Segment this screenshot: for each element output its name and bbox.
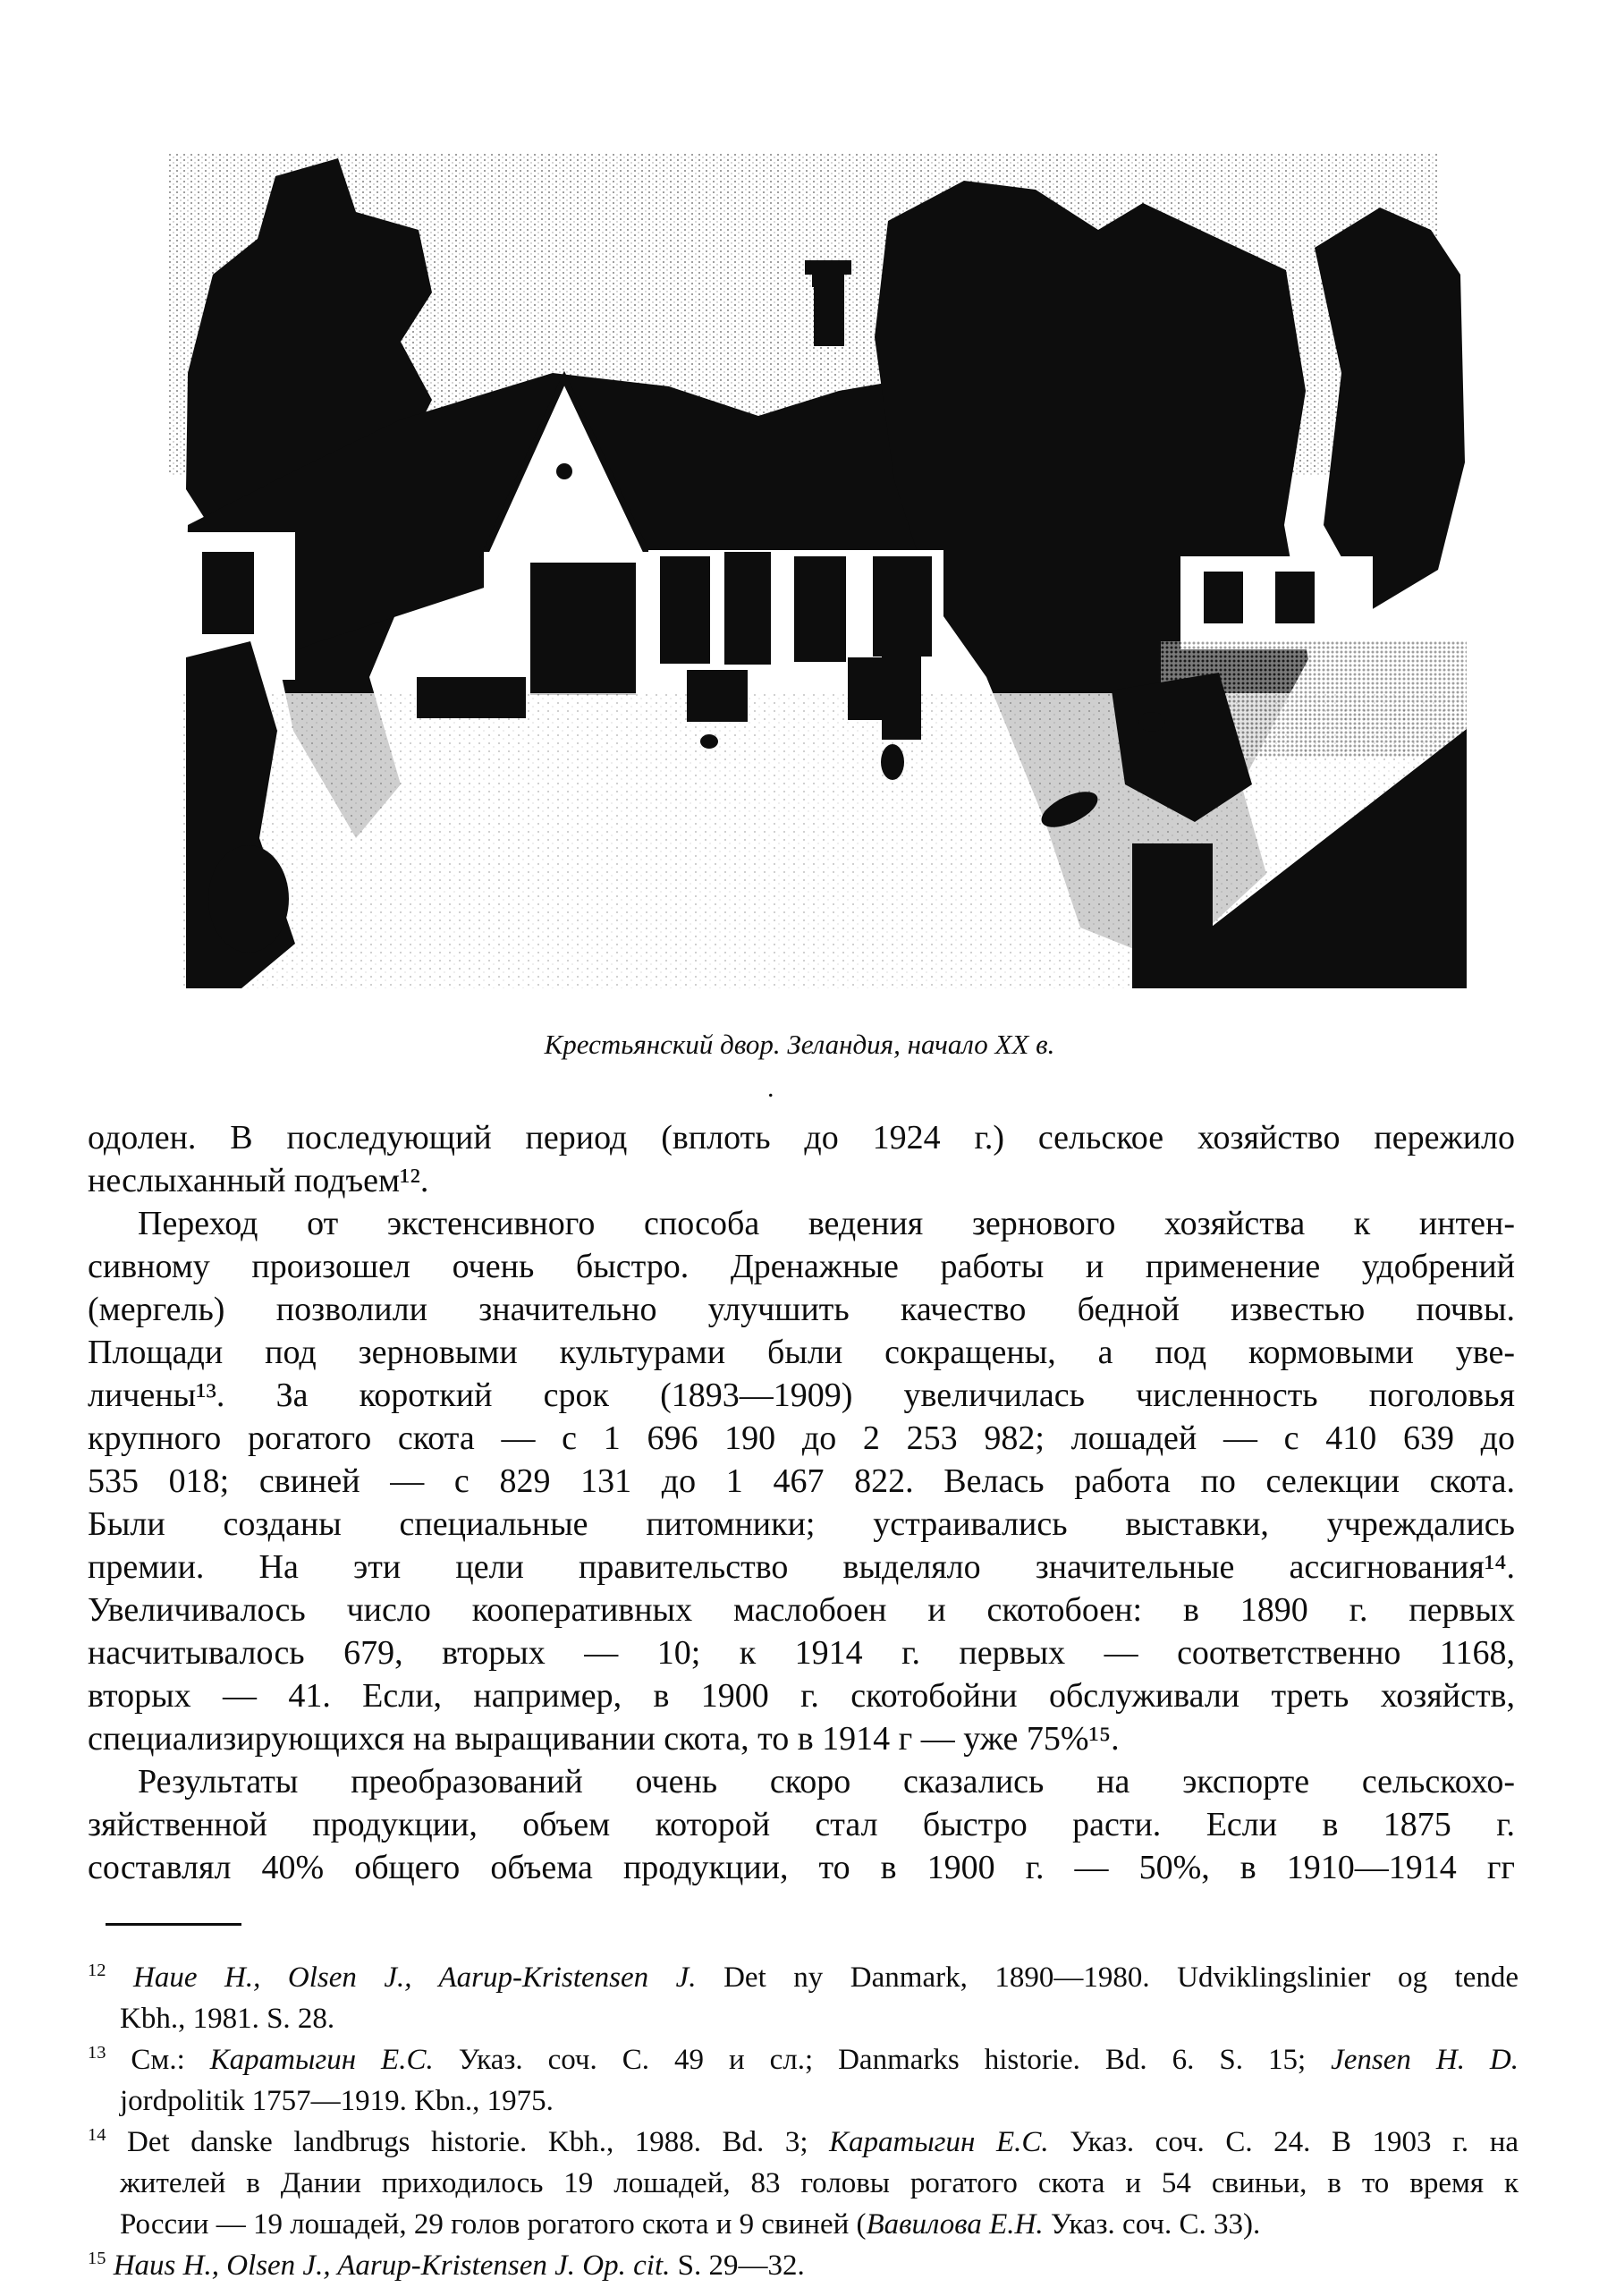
footnote-text-italic: Haue H., Olsen J., Aarup-Kristensen J. xyxy=(132,1961,697,1994)
footnote-text: Указ. соч. С. 24. В 1903 г. на xyxy=(1048,2126,1519,2158)
photo-trunk xyxy=(882,606,921,740)
body-line: зяйственной продукции, объем которой стал быстро расти. Если в 1875 г. xyxy=(88,1806,1515,1843)
footnote-text: жителей в Дании приходилось 19 лошадей, 83 головы рогатого скота и 54 свиньи, в то время к xyxy=(120,2167,1519,2199)
body-line: неслыханный подъем¹². xyxy=(88,1162,429,1199)
footnote-text: России — 19 лошадей, 29 голов рогатого скота и 9 свиней ( xyxy=(120,2208,867,2241)
body-line: Результаты преобразований очень скоро сказались на экспорте сельскохо- xyxy=(138,1763,1515,1800)
body-line: одолен. В последующий период (вплоть до 1924 г.) сельское хозяйство пережило xyxy=(88,1119,1515,1156)
footnote-marker: 14 xyxy=(88,2125,106,2145)
farmyard-photo xyxy=(132,104,1467,989)
body-line: 535 018; свиней — с 829 131 до 1 467 822. Велась работа по селекции скота. xyxy=(88,1462,1515,1500)
footnote-text-italic: Каратыгин Е.С. xyxy=(209,2044,434,2076)
body-line: Площади под зерновыми культурами были сокращены, а под кормовыми уве- xyxy=(88,1334,1515,1371)
footnote-text-italic: Каратыгин Е.С. xyxy=(829,2126,1049,2158)
footnote-text: Det danske landbrugs historie. Kbh., 1988. Bd. 3; xyxy=(127,2126,830,2158)
footnotes xyxy=(88,1957,1519,2286)
footnote xyxy=(88,1957,1519,2039)
footnote-text-italic: Jensen H. D. xyxy=(1331,2044,1519,2076)
footnote-line xyxy=(88,2204,1519,2245)
body-line: вторых — 41. Если, например, в 1900 г. скотобойни обслуживали треть хозяйств, xyxy=(88,1677,1515,1715)
footnote-separator xyxy=(106,1923,241,1926)
body-line: насчитывалось 679, вторых — 10; к 1914 г. первых — соответственно 1168, xyxy=(88,1634,1515,1672)
footnote-line xyxy=(88,2039,1519,2080)
body-line: Были созданы специальные питомники; устраивались выставки, учреждались xyxy=(88,1505,1515,1543)
body-line: сивному произошел очень быстро. Дренажные работы и применение удобрений xyxy=(88,1248,1515,1285)
footnote-text: Kbh., 1981. S. 28. xyxy=(120,2003,335,2035)
body-text xyxy=(88,1116,1515,1889)
footnote-line xyxy=(88,1998,1519,2039)
body-line: составлял 40% общего объема продукции, то в 1900 г. — 50%, в 1910—1914 гг xyxy=(88,1849,1515,1886)
body-line: личены¹³. За короткий срок (1893—1909) увеличилась численность поголовья xyxy=(88,1377,1515,1414)
footnote-text: jordpolitik 1757—1919. Kbn., 1975. xyxy=(120,2085,554,2117)
body-line: крупного рогатого скота — с 1 696 190 до 2 253 982; лошадей — с 410 639 до xyxy=(88,1419,1515,1457)
footnote-text-italic: Haus H., Olsen J., Aarup-Kristensen J. xyxy=(113,2249,576,2282)
footnote xyxy=(88,2039,1519,2122)
footnote-text-italic: Вавилова Е.Н. xyxy=(866,2208,1044,2241)
footnote-text: Указ. соч. С. 33). xyxy=(1043,2208,1261,2241)
footnote-text: S. 29—32. xyxy=(670,2249,805,2282)
body-line: Переход от экстенсивного способа ведения зернового хозяйства к интен- xyxy=(138,1205,1515,1242)
body-line: (мергель) позволили значительно улучшить качество бедной известью почвы. xyxy=(88,1291,1515,1328)
footnote-marker: 15 xyxy=(88,2249,106,2268)
body-line: премии. На эти цели правительство выделяло значительные ассигнования¹⁴. xyxy=(88,1548,1515,1586)
photo-caption: Крестьянский двор. Зеландия, начало XX в. xyxy=(544,1029,1055,1060)
footnote-line xyxy=(88,2163,1519,2204)
footnote-line xyxy=(88,2122,1519,2163)
footnote-marker: 13 xyxy=(88,2043,106,2063)
footnote xyxy=(88,2122,1519,2245)
stray-mark: . xyxy=(767,1073,774,1103)
footnote-text: См.: xyxy=(131,2044,210,2076)
footnote-text: Det ny Danmark, 1890—1980. Udviklingslinier og tende xyxy=(696,1961,1519,1994)
footnote-marker: 12 xyxy=(88,1961,106,1980)
photo-right-post xyxy=(1132,843,1213,988)
body-line: специализирующихся на выращивании скота, то в 1914 г — уже 75%¹⁵. xyxy=(88,1720,1120,1758)
footnote-line xyxy=(88,2080,1519,2122)
footnote xyxy=(88,2245,1519,2286)
footnote-line xyxy=(88,2245,1519,2286)
footnote-text-italic: Op. cit. xyxy=(575,2249,671,2282)
body-line: Увеличивалось число кооперативных маслобоен и скотобоен: в 1890 г. первых xyxy=(88,1591,1515,1629)
footnote-text: Указ. соч. С. 49 и сл.; Danmarks historie. Bd. 6. S. 15; xyxy=(433,2044,1332,2076)
photo-gable-door xyxy=(530,563,636,695)
footnote-line xyxy=(88,1957,1519,1998)
